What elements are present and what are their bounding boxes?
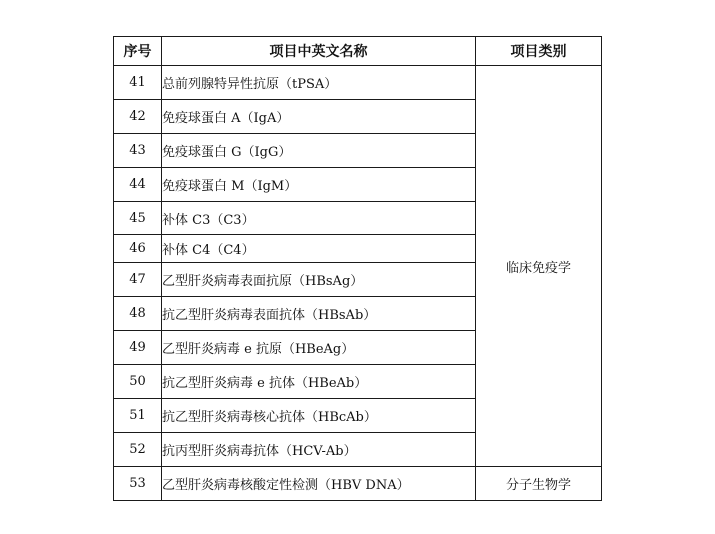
row-item-name: 补体 C3（C3）	[162, 202, 476, 235]
category-clinical-immunology: 临床免疫学	[476, 66, 602, 467]
row-number: 46	[114, 235, 162, 263]
row-item-name: 乙型肝炎病毒 e 抗原（HBeAg）	[162, 331, 476, 365]
row-number: 50	[114, 365, 162, 399]
table-header-row	[114, 37, 602, 66]
row-item-name: 乙型肝炎病毒表面抗原（HBsAg）	[162, 263, 476, 297]
header-serial-number: 序号	[114, 37, 162, 66]
row-item-name: 免疫球蛋白 G（IgG）	[162, 134, 476, 168]
row-number: 43	[114, 134, 162, 168]
row-item-name: 免疫球蛋白 M（IgM）	[162, 168, 476, 202]
row-item-name: 抗乙型肝炎病毒核心抗体（HBcAb）	[162, 399, 476, 433]
row-item-name: 总前列腺特异性抗原（tPSA）	[162, 66, 476, 100]
row-number: 51	[114, 399, 162, 433]
row-number: 42	[114, 100, 162, 134]
row-item-name: 抗乙型肝炎病毒表面抗体（HBsAb）	[162, 297, 476, 331]
row-item-name: 免疫球蛋白 A（IgA）	[162, 100, 476, 134]
row-number: 49	[114, 331, 162, 365]
row-number: 52	[114, 433, 162, 467]
test-items-table	[113, 36, 602, 501]
row-item-name: 乙型肝炎病毒核酸定性检测（HBV DNA）	[162, 467, 476, 501]
header-item-category: 项目类别	[476, 37, 602, 66]
row-number: 53	[114, 467, 162, 501]
table-row	[114, 467, 602, 501]
row-number: 48	[114, 297, 162, 331]
row-item-name: 补体 C4（C4）	[162, 235, 476, 263]
row-item-name: 抗乙型肝炎病毒 e 抗体（HBeAb）	[162, 365, 476, 399]
row-number: 41	[114, 66, 162, 100]
table-row	[114, 66, 602, 100]
header-item-name: 项目中英文名称	[162, 37, 476, 66]
row-item-name: 抗丙型肝炎病毒抗体（HCV-Ab）	[162, 433, 476, 467]
category-molecular-biology: 分子生物学	[476, 467, 602, 501]
row-number: 44	[114, 168, 162, 202]
row-number: 45	[114, 202, 162, 235]
row-number: 47	[114, 263, 162, 297]
